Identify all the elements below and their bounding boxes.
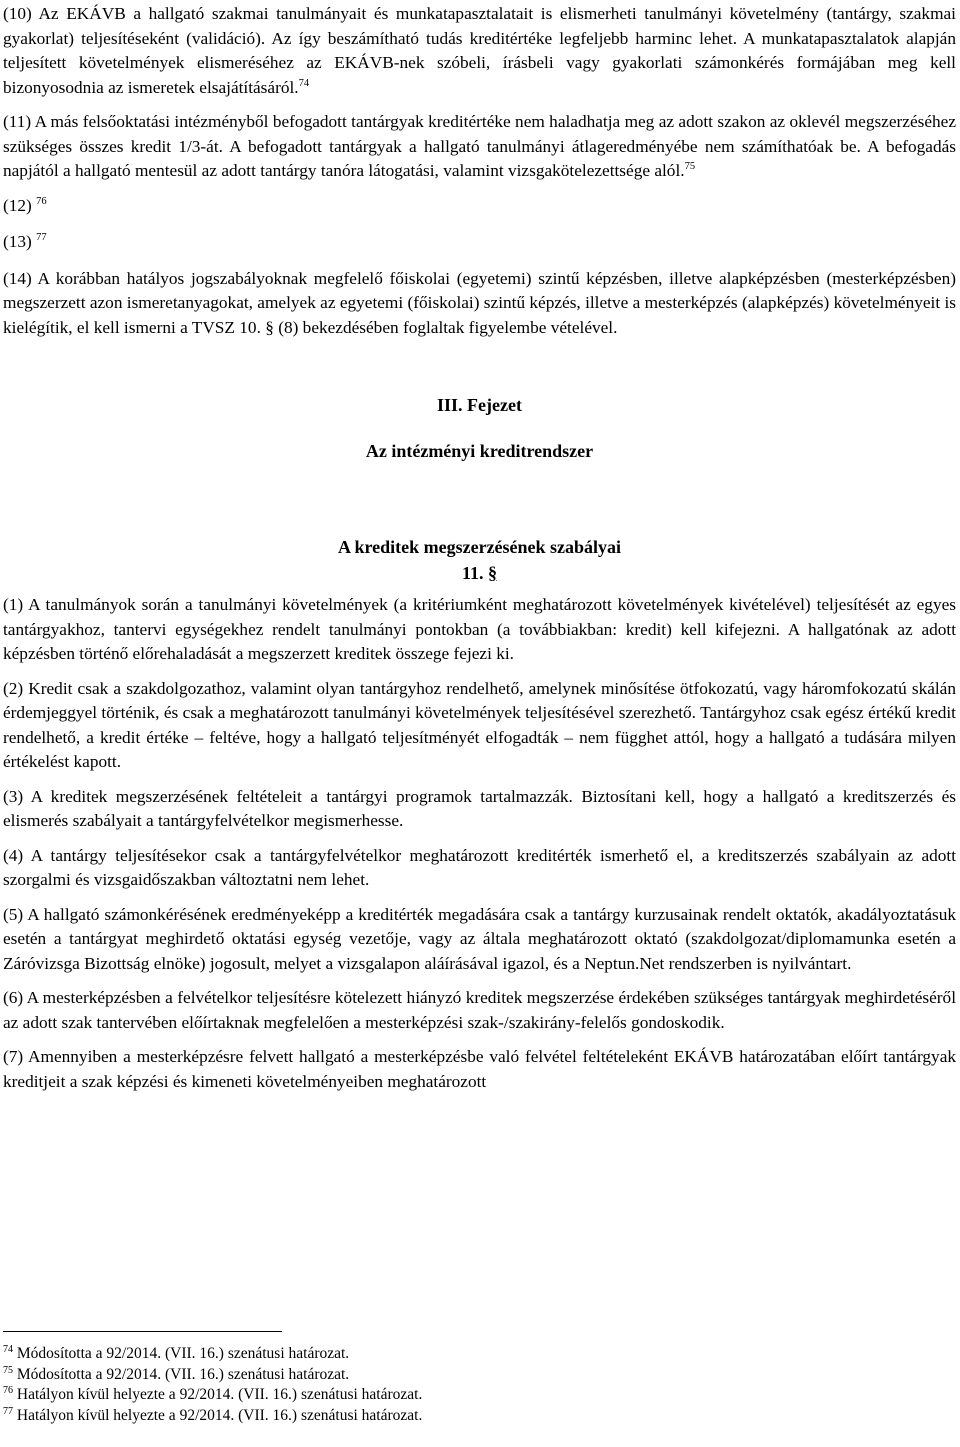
footnote-76 bbox=[3, 1385, 933, 1406]
section-11-paragraph-2: (2) Kredit csak a szakdolgozathoz, valamint olyan tantárgyhoz rendelhető, amelynek minősítése ötfokozatú, vagy háromfokozatú skálán érdemjeggyel történik, és csak a meghatározott tanulmányi követelmények teljesítésével szerezhető. Tantárgyhoz csak egész értékű kredit rendelhető, a kredit értéke – feltéve, hogy a hallgató teljesítményét elfogadták – nem függhet attól, hogy a hallgató a tudására milyen értékelést kapott. bbox=[3, 678, 956, 771]
section-11-paragraph-5: (5) A hallgató számonkérésének eredményeképp a kreditérték megadására csak a tantárgy kurzusainak rendelt oktatók, akadályoztatásuk esetén a tantárgyat meghirdető oktatási egység vezetője, vagy az általa meghatározott oktató (szakdolgozat/diplomamunka esetén a Záróvizsga Bizottság elnöke) jogosult, melyet a vizsgalapon aláírásával igazol, és a Neptun.Net rendszerben is nyilvántart. bbox=[3, 904, 956, 973]
footnote-separator bbox=[3, 1331, 282, 1332]
footnote-text: Módosította a 92/2014. (VII. 16.) szenátusi határozat. bbox=[16, 1345, 350, 1362]
footnote-77 bbox=[3, 1406, 933, 1427]
paragraph-14-text: (14) A korábban hatályos jogszabályoknak megfelelő főiskolai (egyetemi) szintű képzésben, illetve alapképzésben (mesterképzésben) megszerzett azon ismeretanyagokat, amelyek az egyetemi (főiskolai) szintű képzés, illetve a mesterképzés (alapképzés) követelményeit is kielégítik, el kell ismerni a TVSZ 10. bbox=[3, 268, 956, 337]
footnote-text: Módosította a 92/2014. (VII. 16.) szenátusi határozat. bbox=[16, 1365, 350, 1383]
section-sign: § bbox=[488, 563, 497, 583]
footnote-ref-74[interactable]: 74 bbox=[298, 77, 310, 89]
paragraph-13 bbox=[3, 230, 956, 255]
paragraph-13-text: (13) bbox=[3, 232, 32, 251]
footnote-text: Hatályon kívül helyezte a 92/2014. (VII. 16.) szenátusi határozat. bbox=[16, 1386, 423, 1403]
section-number bbox=[3, 561, 956, 585]
subchapter-title-text: A kreditek megszerzésének szabályai bbox=[337, 537, 622, 557]
paragraph-14-tail: (8) bekezdésében foglaltak figyelembe vételével. bbox=[278, 317, 618, 337]
paragraph-12-text: (12) bbox=[3, 195, 32, 215]
footnote-75 bbox=[3, 1365, 933, 1386]
chapter-title: Az intézményi kreditrendszer bbox=[365, 441, 594, 461]
section-11-paragraph-1: (1) A tanulmányok során a tanulmányi követelmények (a kritériumként meghatározott követelmények kivételével) teljesítését az egyes tantárgyakhoz, tantervi egységekhez rendelt tanulmányi pontokban (a továbbiakban: kredit) kell kifejezni. A hallgatónak az adott képzésben történő előrehaladását a megszerzett kreditek összege fejezi ki. bbox=[3, 595, 956, 663]
chapter-heading: III. Fejezet bbox=[437, 395, 522, 415]
paragraph-10-text: (10) Az EKÁVB a hallgató szakmai tanulmányait és munkatapasztalatait is elismerheti tanulmányi követelmény (tantárgy, szakmai gyakorlat) teljesítéseként (validáció). Az így beszámítható tudás kreditértéke legfeljebb harminc lehet. A munkatapasztalatok alapján teljesített követelmények elismeréséhez az EKÁVB-nek szóbeli, írásbeli vagy gyakorlati számonkérés formájában meg kell bizonyosodnia az ismeretek elsajátításáról. bbox=[3, 4, 956, 97]
paragraph-11-text: (11) A más felsőoktatási intézményből befogadott tantárgyak kreditértéke nem haladhatja meg az adott szakon az oklevél megszerzéséhez szükséges összes kredit 1/3-át. A befogadott tantárgyak a hallgató tanulmányi átlageredményébe nem számíthatóak be. A befogadás napjától a hallgató mentesül az adott tantárgy tanóra látogatási, valamint vizsgakötelezettsége alól. bbox=[3, 112, 956, 180]
footnote-number: 77 bbox=[3, 1405, 13, 1417]
footnote-number: 76 bbox=[3, 1385, 13, 1396]
footnote-ref-75[interactable]: 75 bbox=[684, 161, 696, 172]
footnote-74 bbox=[3, 1344, 933, 1365]
paragraph-10 bbox=[3, 2, 956, 100]
footnote-number: 74 bbox=[3, 1344, 13, 1355]
section-number-text: 11. bbox=[461, 563, 484, 583]
paragraph-14 bbox=[3, 267, 956, 341]
section-11-paragraph-6: (6) A mesterképzésben a felvételkor teljesítésre kötelezett hiányzó kreditek megszerzése érdekében szükséges tantárgyak meghirdetéséről az adott szak tantervében előírtaknak megfelelően a mesterképzési szak-/szakirány-felelős gondoskodik. bbox=[3, 988, 956, 1032]
footnote-ref-76[interactable]: 76 bbox=[36, 195, 47, 207]
footnote-ref-77[interactable]: 77 bbox=[36, 232, 47, 243]
footnote-text: Hatályon kívül helyezte a 92/2014. (VII. 16.) szenátusi határozat. bbox=[16, 1406, 423, 1424]
section-11-paragraph-7: (7) Amennyiben a mesterképzésre felvett hallgató a mesterképzésbe való felvétel feltételeként EKÁVB határozatában előírt tantárgyak kreditjeit a szak képzési és kimeneti követelményeiben meghatározott bbox=[3, 1047, 956, 1091]
paragraph-11 bbox=[3, 110, 956, 184]
footnote-number: 75 bbox=[3, 1364, 13, 1376]
footnotes bbox=[3, 1331, 933, 1426]
section-sign-link[interactable]: § bbox=[265, 317, 274, 337]
subchapter-title bbox=[3, 535, 956, 559]
paragraph-12 bbox=[3, 194, 956, 219]
section-11-paragraph-3: (3) A kreditek megszerzésének feltételeit a tantárgyi programok tartalmazzák. Biztosítani kell, hogy a hallgató a kreditszerzés és elismerés szabályait a tantárgyfelvételkor megismerhesse. bbox=[3, 786, 956, 830]
section-11-paragraph-4: (4) A tantárgy teljesítésekor csak a tantárgyfelvételkor meghatározott kreditérték ismerhető el, a kreditszerzés szabályain az adott szorgalmi és vizsgaidőszakban változtatni nem lehet. bbox=[3, 845, 956, 889]
